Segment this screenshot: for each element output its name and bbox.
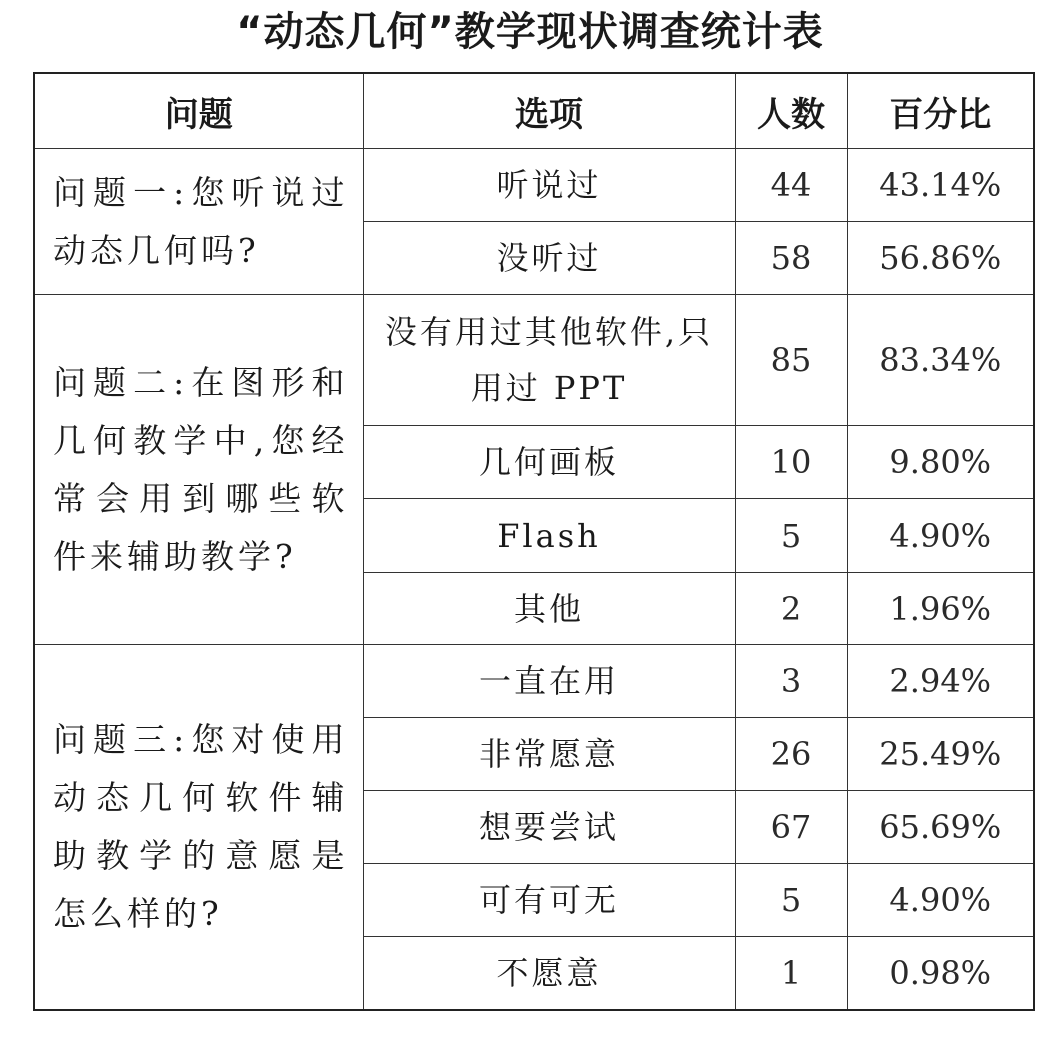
- count-cell: 58: [735, 222, 847, 295]
- table-row: [34, 149, 1034, 222]
- option-cell: Flash: [363, 499, 735, 573]
- percent-cell: 0.98%: [847, 937, 1034, 1010]
- count-cell: 44: [735, 149, 847, 222]
- question-cell: 问题三:您对使用动态几何软件辅助教学的意愿是怎么样的?: [34, 645, 363, 1010]
- percent-cell: 56.86%: [847, 222, 1034, 295]
- percent-cell: 43.14%: [847, 149, 1034, 222]
- count-cell: 5: [735, 499, 847, 573]
- option-cell: 没有用过其他软件,只用过 PPT: [363, 295, 735, 426]
- survey-table: [33, 72, 1035, 1011]
- header-option: 选项: [363, 73, 735, 149]
- option-cell: 听说过: [363, 149, 735, 222]
- percent-cell: 9.80%: [847, 426, 1034, 499]
- table-title: “动态几何”教学现状调查统计表: [236, 9, 824, 55]
- header-count: 人数: [735, 73, 847, 149]
- header-question: 问题: [34, 73, 363, 149]
- percent-cell: 4.90%: [847, 499, 1034, 573]
- question-cell: 问题二:在图形和几何教学中,您经常会用到哪些软件来辅助教学?: [34, 295, 363, 645]
- count-cell: 3: [735, 645, 847, 718]
- percent-cell: 65.69%: [847, 791, 1034, 864]
- count-cell: 5: [735, 864, 847, 937]
- count-cell: 1: [735, 937, 847, 1010]
- percent-cell: 83.34%: [847, 295, 1034, 426]
- percent-cell: 2.94%: [847, 645, 1034, 718]
- percent-cell: 25.49%: [847, 718, 1034, 791]
- option-cell: 非常愿意: [363, 718, 735, 791]
- option-cell: 可有可无: [363, 864, 735, 937]
- header-row: [34, 73, 1034, 149]
- table-row: [34, 645, 1034, 718]
- question-cell: 问题一:您听说过动态几何吗?: [34, 149, 363, 295]
- header-percent: 百分比: [847, 73, 1034, 149]
- option-cell: 没听过: [363, 222, 735, 295]
- option-cell: 几何画板: [363, 426, 735, 499]
- count-cell: 10: [735, 426, 847, 499]
- option-cell: 想要尝试: [363, 791, 735, 864]
- option-cell: 其他: [363, 573, 735, 645]
- option-cell: 不愿意: [363, 937, 735, 1010]
- count-cell: 26: [735, 718, 847, 791]
- count-cell: 2: [735, 573, 847, 645]
- percent-cell: 1.96%: [847, 573, 1034, 645]
- table-row: [34, 295, 1034, 426]
- count-cell: 67: [735, 791, 847, 864]
- option-cell: 一直在用: [363, 645, 735, 718]
- count-cell: 85: [735, 295, 847, 426]
- percent-cell: 4.90%: [847, 864, 1034, 937]
